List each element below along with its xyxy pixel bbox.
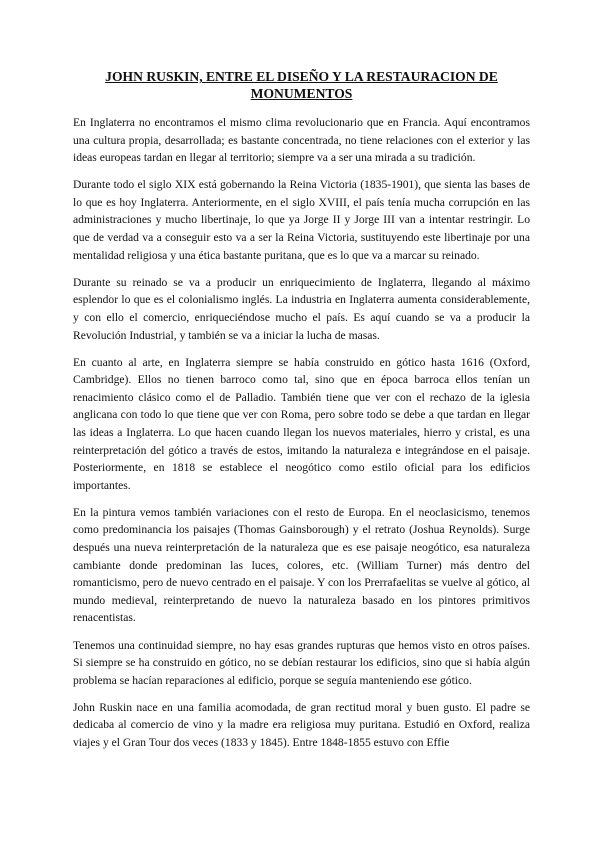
paragraph-arte: En cuanto al arte, en Inglaterra siempre se había construido en gótico hasta 1616 (Oxford, Cambridge). Ellos no tienen barroco como tal, sino que en época barroca ellos tenían un renacimiento clásico como el de Palladio. También tiene que ver con el rechazo de la iglesia anglicana con todo lo que tiene que ver con Roma, pero sobre todo se debe a que tardan en llegar las ideas a Inglaterra. Lo que hacen cuando llegan los nuevos materiales, hierro y cristal, es una reinterpretación del gótico a través de estos, imitando la naturaleza e integrándose en el paisaje. Posteriormente, en 1818 se establece el neogótico como estilo oficial para los edificios importantes. bbox=[73, 355, 530, 492]
paragraph-pintura: En la pintura vemos también variaciones con el resto de Europa. En el neoclasicismo, tenemos como predominancia los paisajes (Thomas Gainsborough) y el retrato (Joshua Reynolds). Surge después una nueva reinterpretación de la naturaleza que es ese paisaje neogótico, esa naturaleza cambiante donde predominan las luces, colores, etc. (William Turner) más dentro del romanticismo, pero de nuevo centrado en el paisaje. Y con los Prerrafaelitas se vuelve al gótico, al mundo medieval, reinterpretando de nuevo la naturaleza basado en los pintores primitivos renacentistas. bbox=[73, 505, 530, 625]
paragraph-reinado: Durante su reinado se va a producir un enriquecimiento de Inglaterra, llegando al máximo esplendor lo que es el colonialismo inglés. La industria en Inglaterra aumenta considerablemente, y con ello el comercio, enriqueciéndose mucho el país. Es aquí cuando se va a producir la Revolución Industrial, y también se va a iniciar la lucha de masas. bbox=[73, 275, 530, 342]
document-page bbox=[73, 68, 530, 761]
document-title: JOHN RUSKIN, ENTRE EL DISEÑO Y LA RESTAURACION DE MONUMENTOS bbox=[105, 69, 498, 101]
paragraph-john-ruskin: John Ruskin nace en una familia acomodada, de gran rectitud moral y buen gusto. El padre se dedicaba al comercio de vino y la madre era religiosa muy puritana. Estudió en Oxford, realiza viajes y el Gran Tour dos veces (1833 y 1845). Entre 1848-1855 estuvo con Effie bbox=[73, 700, 530, 749]
paragraph-continuidad: Tenemos una continuidad siempre, no hay esas grandes rupturas que hemos visto en otros países. Si siempre se ha construido en gótico, no se debían restaurar los edificios, sino que si había algún problema se hacían reparaciones al edificio, porque se seguía manteniendo ese gótico. bbox=[73, 638, 530, 687]
paragraph-reina-victoria: Durante todo el siglo XIX está gobernando la Reina Victoria (1835-1901), que sienta las bases de lo que es hoy Inglaterra. Anteriormente, en el siglo XVIII, el país tenía mucha corrupción en las administraciones y mucho libertinaje, lo que ya Jorge II y Jorge III van a intentar restringir. Lo que de verdad va a conseguir esto va a ser la Reina Victoria, sustituyendo este libertinaje por una mentalidad religiosa y una ética bastante puritana, que es lo que va a marcar su reinado. bbox=[73, 178, 530, 262]
paragraph-inglaterra-clima: En Inglaterra no encontramos el mismo clima revolucionario que en Francia. Aquí encontramos una cultura propia, desarrollada; es bastante concentrada, no tiene relaciones con el exterior y las ideas europeas tardan en llegar al territorio; siempre va a ser una mirada a su tradición. bbox=[73, 116, 530, 165]
